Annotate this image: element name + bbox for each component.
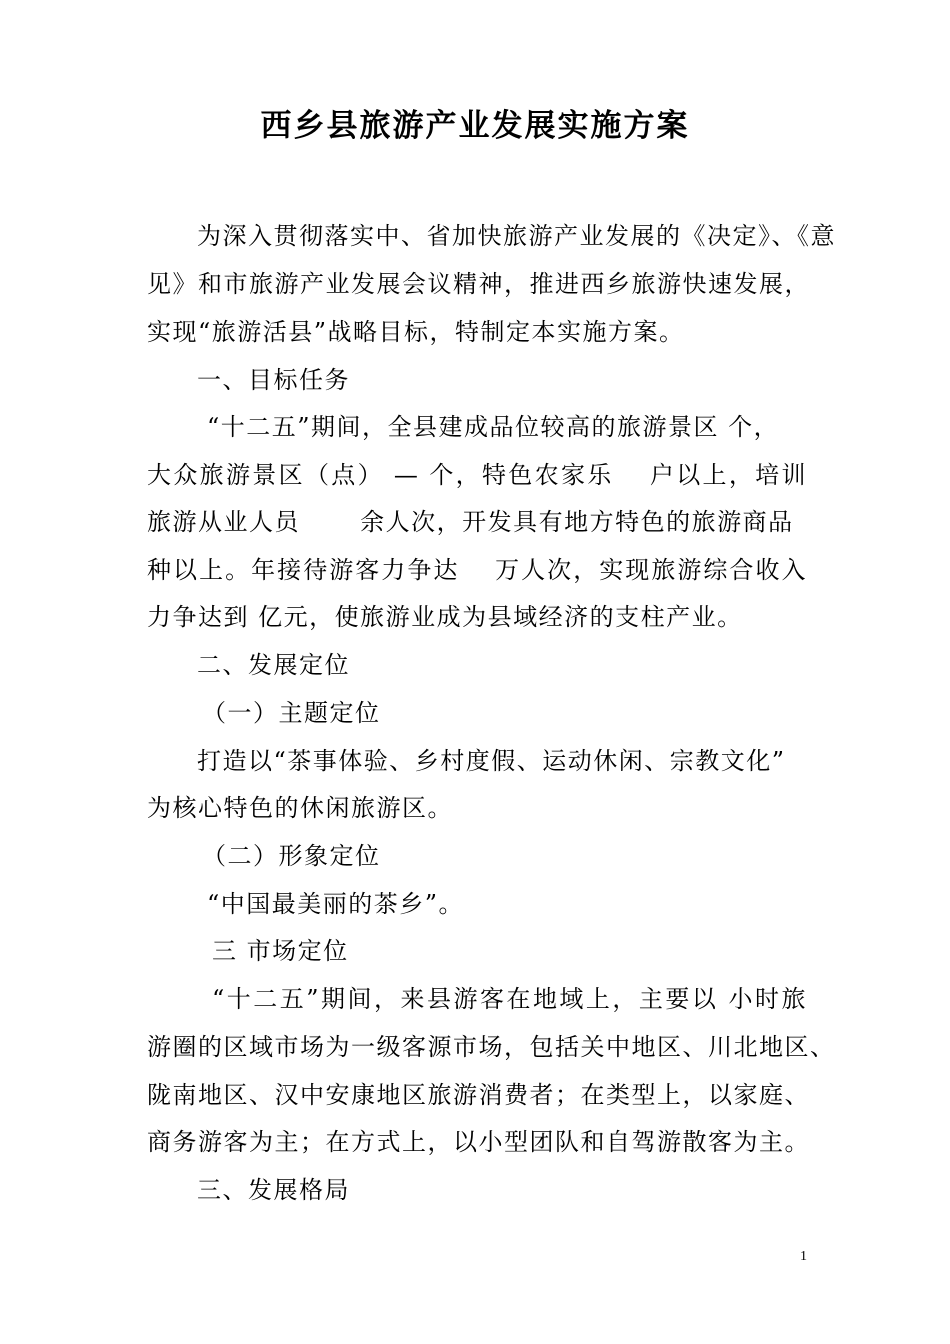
document-title: 西乡县旅游产业发展实施方案 [260, 108, 690, 144]
paragraph-line: 旅游从业人员 余人次，开发具有地方特色的旅游商品 [147, 508, 794, 536]
paragraph-line: “十二五”期间，来县游客在地域上，主要以 小时旅 [212, 985, 807, 1013]
paragraph-line: 种以上。年接待游客力争达 万人次，实现旅游综合收入 [147, 556, 807, 584]
section-heading: 二、发展定位 [197, 651, 350, 679]
paragraph-line: “中国最美丽的茶乡”。 [207, 890, 465, 918]
paragraph-line: 大众旅游景区（点） — 个，特色农家乐 户以上，培训 [147, 461, 807, 489]
subsection-heading: （二）形象定位 [202, 842, 381, 870]
paragraph-line: 为深入贯彻落实中、省加快旅游产业发展的《决定》、《意 [197, 222, 836, 250]
section-heading: 一、目标任务 [197, 366, 350, 394]
subsection-heading: 三 市场定位 [212, 937, 349, 965]
paragraph-line: 陇南地区、汉中安康地区旅游消费者；在类型上，以家庭、 [147, 1081, 810, 1109]
paragraph-line: “十二五”期间，全县建成品位较高的旅游景区 个， [207, 413, 780, 441]
page-number: 1 [800, 1249, 807, 1264]
paragraph-line: 游圈的区域市场为一级客源市场，包括关中地区、川北地区、 [147, 1033, 836, 1061]
section-heading: 三、发展格局 [197, 1176, 350, 1204]
paragraph-line: 见》和市旅游产业发展会议精神，推进西乡旅游快速发展， [147, 270, 810, 298]
paragraph-line: 实现“旅游活县”战略目标，特制定本实施方案。 [147, 318, 685, 346]
paragraph-line: 力争达到 亿元，使旅游业成为县域经济的支柱产业。 [147, 603, 743, 631]
subsection-heading: （一）主题定位 [202, 699, 381, 727]
paragraph-line: 商务游客为主；在方式上，以小型团队和自驾游散客为主。 [147, 1128, 810, 1156]
paragraph-line: 打造以“茶事体验、乡村度假、运动休闲、宗教文化” [197, 747, 786, 775]
paragraph-line: 为核心特色的休闲旅游区。 [147, 794, 453, 822]
